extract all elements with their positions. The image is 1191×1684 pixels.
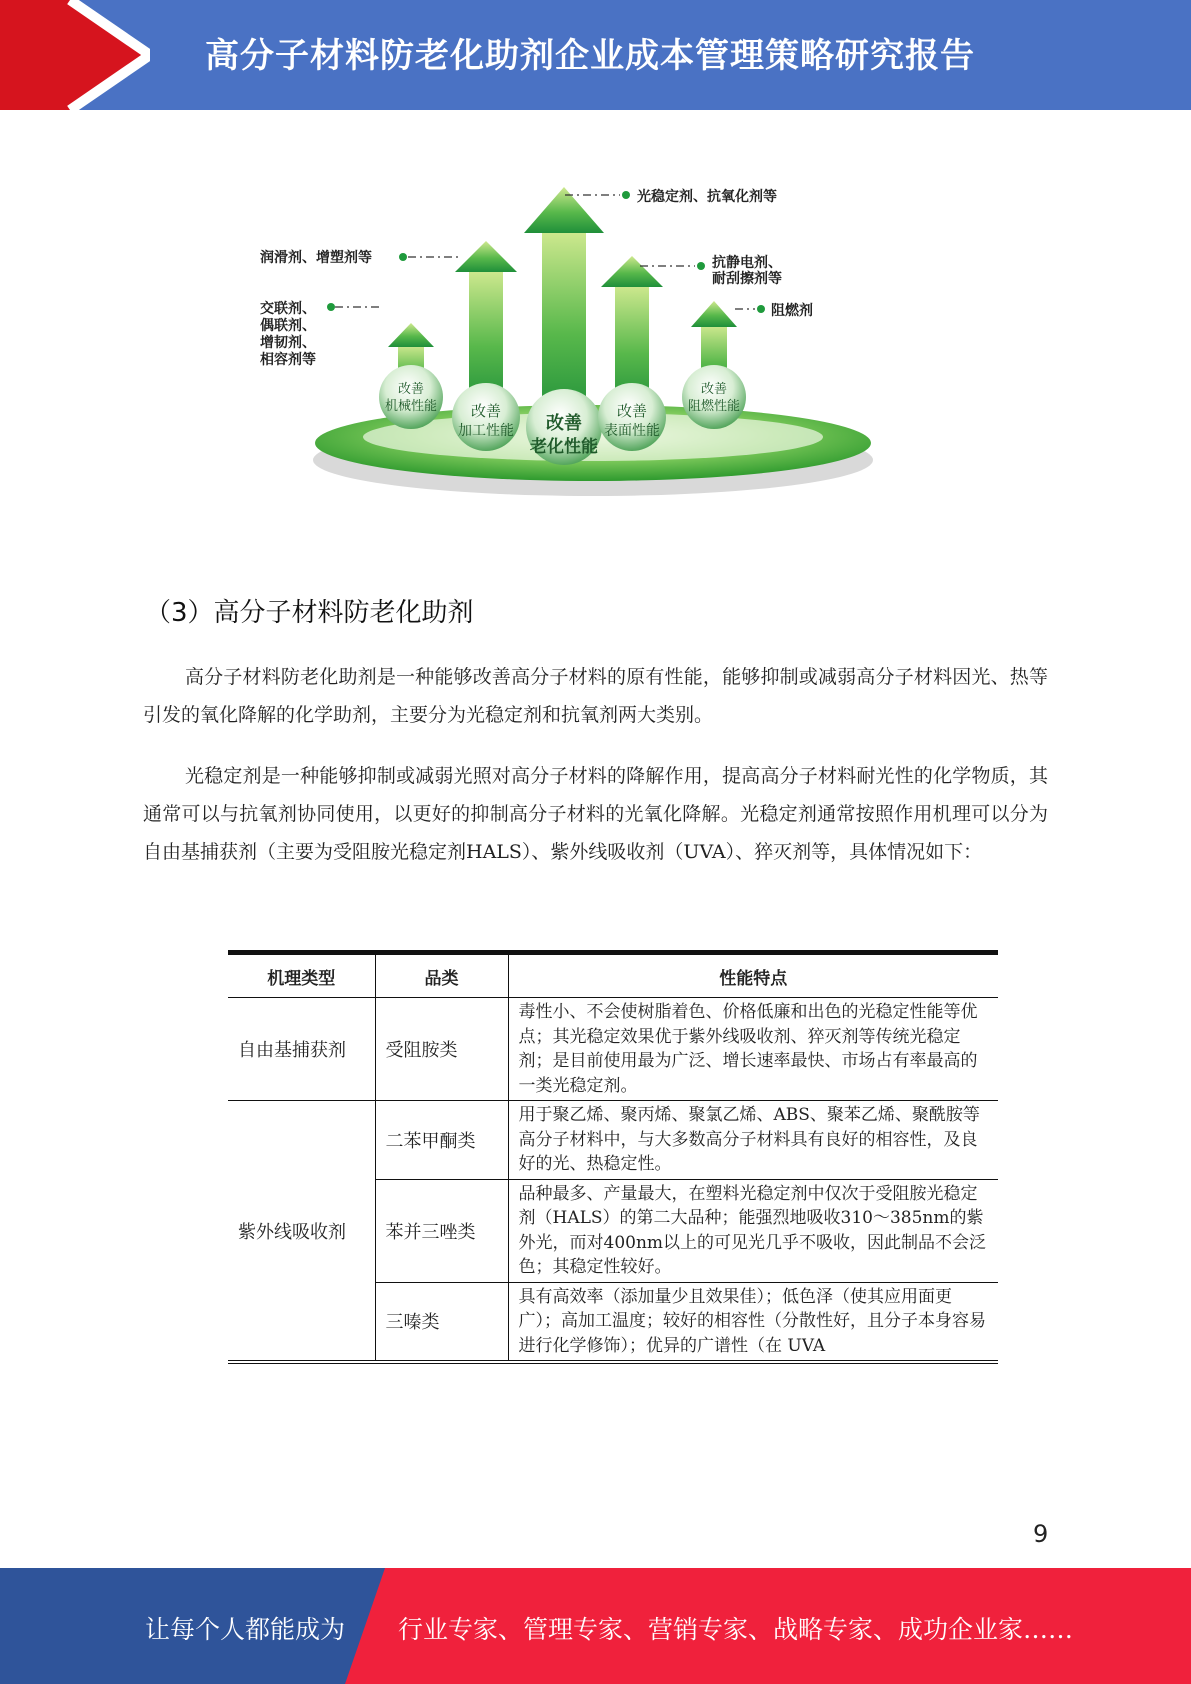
callout-mechanical-1: 交联剂、: [260, 301, 316, 317]
callout-surface-1: 抗静电剂、: [712, 255, 782, 271]
section-heading: （3）高分子材料防老化助剂: [145, 598, 474, 628]
mechanism-cell: 自由基捕获剂: [228, 998, 375, 1101]
category-cell: 二苯甲酮类: [375, 1101, 508, 1180]
callout-mechanical-4: 相容剂等: [260, 352, 316, 368]
callout-mechanical-3: 增韧剂、: [260, 335, 316, 351]
paragraph-light-stabilizer: 光稳定剂是一种能够抑制或减弱光照对高分子材料的降解作用，提高高分子材料耐光性的化学物质，其通常可以与抗氧剂协同使用，以更好的抑制高分子材料的光氧化降解。光稳定剂通常按照作用机理可以分为自由基捕获剂（主要为受阻胺光稳定剂HALS）、紫外线吸收剂（UVA）、猝灭剂等，具体情况如下：: [143, 765, 1048, 863]
stabilizer-table: [228, 950, 998, 1364]
header-features: 性能特点: [508, 953, 998, 998]
additive-function-diagram: [215, 175, 975, 545]
header-red-chevron: [0, 0, 150, 110]
ball-processing-line1: 改善: [470, 402, 502, 420]
report-title: 高分子材料防老化助剂企业成本管理策略研究报告: [205, 36, 975, 76]
ball-flame-line1: 改善: [700, 382, 728, 397]
ball-mechanical-line2: 机械性能: [384, 399, 438, 414]
category-cell: 受阻胺类: [375, 998, 508, 1101]
features-cell: 品种最多、产量最大，在塑料光稳定剂中仅次于受阻胺光稳定剂（HALS）的第二大品种；能强烈地吸收310～385nm的紫外光，而对400nm以上的可见光几乎不吸收，因此制品不会泛色；其稳定性较好。: [508, 1179, 998, 1282]
ball-flame: [682, 365, 746, 429]
callout-aging: 光稳定剂、抗氧化剂等: [637, 189, 777, 205]
ball-mechanical-line1: 改善: [397, 382, 425, 397]
ball-aging-line1: 改善: [546, 413, 582, 434]
header-mechanism: 机理类型: [228, 953, 375, 998]
features-cell: 具有高效率（添加量少且效果佳）；低色泽（使其应用面更广）；高加工温度；较好的相容性（分散性好，且分子本身容易进行化学修饰）；优异的广谱性（在 UVA: [508, 1282, 998, 1362]
header-bar: [0, 0, 1191, 110]
footer-slogan-right: 行业专家、管理专家、营销专家、战略专家、成功企业家……: [398, 1615, 1074, 1644]
mechanism-cell: 紫外线吸收剂: [228, 1101, 375, 1363]
ball-surface-line1: 改善: [616, 402, 648, 420]
arrow-aging: [524, 187, 604, 420]
ball-aging-line2: 老化性能: [530, 437, 598, 457]
paragraph-intro: 高分子材料防老化助剂是一种能够改善高分子材料的原有性能，能够抑制或减弱高分子材料因光、热等引发的氧化降解的化学助剂，主要分为光稳定剂和抗氧剂两大类别。: [143, 666, 1048, 726]
ball-flame-line2: 阻燃性能: [687, 399, 741, 414]
category-cell: 苯并三唑类: [375, 1179, 508, 1282]
callout-surface-2: 耐刮擦剂等: [712, 271, 782, 287]
ball-mechanical: [379, 365, 443, 429]
category-cell: 三嗪类: [375, 1282, 508, 1362]
page-number: 9: [1033, 1520, 1049, 1548]
features-cell: 毒性小、不会使树脂着色、价格低廉和出色的光稳定性能等优点；其光稳定效果优于紫外线吸收剂、猝灭剂等传统光稳定剂；是目前使用最为广泛、增长速率最快、市场占有率最高的一类光稳定剂。: [508, 998, 998, 1101]
footer-slogan-left: 让每个人都能成为: [145, 1615, 346, 1644]
ball-processing-line2: 加工性能: [458, 423, 514, 439]
callout-mechanical-2: 偶联剂、: [260, 318, 316, 334]
header-category: 品类: [375, 953, 508, 998]
stabilizer-table-wrap: [228, 950, 998, 1364]
table-row: [228, 1101, 998, 1180]
table-row: [228, 998, 998, 1101]
features-cell: 用于聚乙烯、聚丙烯、聚氯乙烯、ABS、聚苯乙烯、聚酰胺等高分子材料中，与大多数高分子材料具有良好的相容性，及良好的光、热稳定性。: [508, 1101, 998, 1180]
callout-flame: 阻燃剂: [771, 303, 813, 319]
callout-processing: 润滑剂、增塑剂等: [260, 250, 372, 266]
ball-surface-line2: 表面性能: [604, 423, 660, 439]
table-header-row: [228, 953, 998, 998]
